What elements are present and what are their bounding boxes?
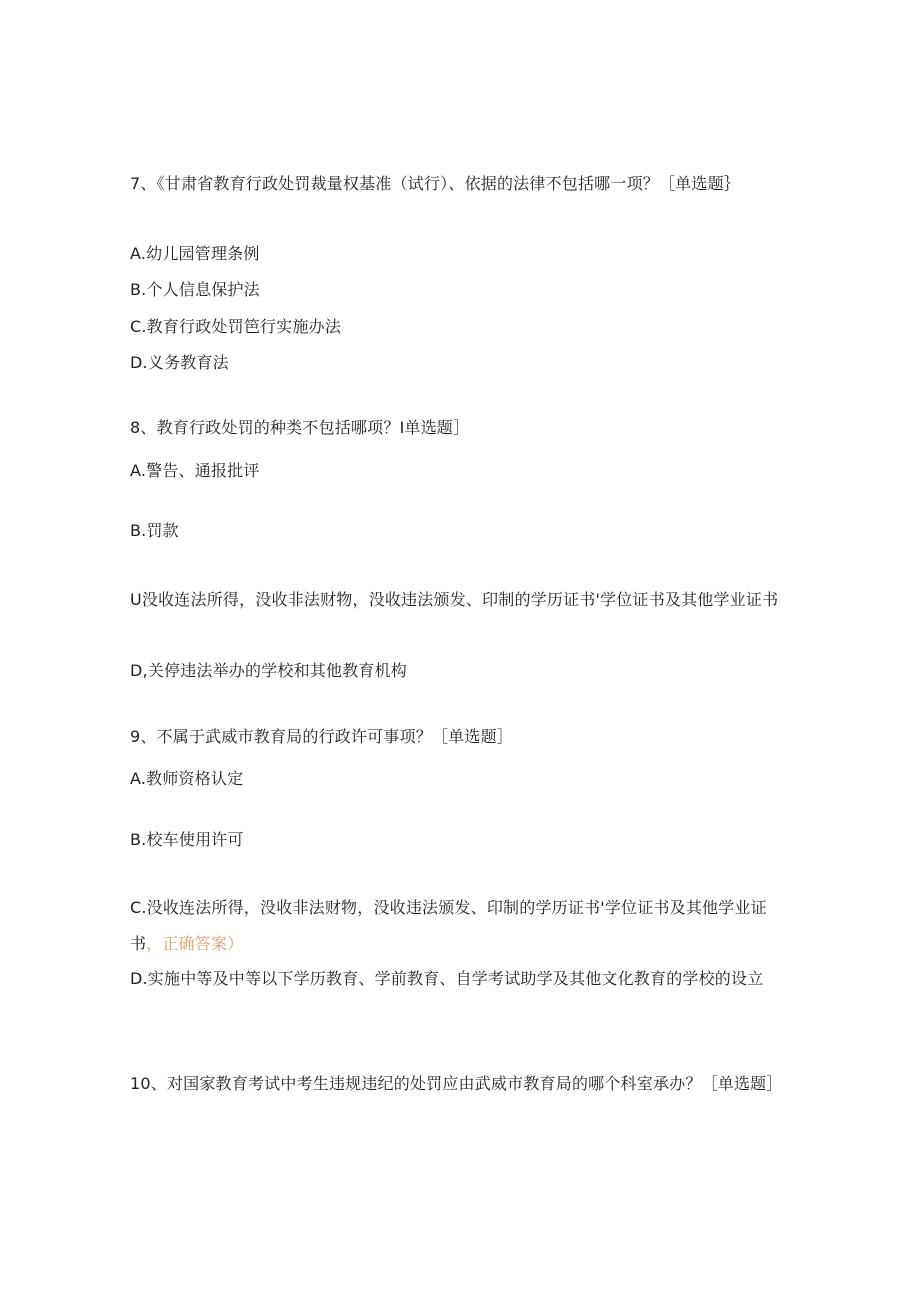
question-7-option-c: C.教育行政处罚笆行实施办法 (130, 317, 342, 336)
question-9-option-c-text: C.没收连法所得，没收非法财物，没收违法颁发、印制的学历证书'学位证书及其他学业证书 (130, 898, 767, 953)
question-8-title: 8、教育行政处罚的种类不包括哪项？I单选题］ (130, 418, 470, 437)
question-7-option-b: B.个人信息保护法 (130, 280, 260, 299)
question-7-title: 7、《甘肃省教育行政处罚裁量权基准（试行）、依据的法律不包括哪一项？［单选题｝ (130, 174, 740, 193)
question-9-option-c (130, 890, 790, 962)
question-10-title: 10、对国家教育考试中考生违规违纪的处罚应由武威市教育局的哪个科室承办？［单选题］ (130, 1074, 783, 1093)
question-8-option-c: U没收连法所得，没收非法财物，没收违法颁发、印制的学历证书'学位证书及其他学业证书 (130, 590, 779, 609)
question-9-option-a: A.教师资格认定 (130, 769, 244, 788)
correct-answer-note: ，正确答案） (146, 934, 244, 953)
question-7-option-d: D.义务教育法 (130, 353, 229, 372)
question-9-option-b: B.校车使用许可 (130, 830, 244, 849)
question-8-option-d: D,关停违法举办的学校和其他教育机构 (130, 661, 408, 680)
question-9-option-d: D.实施中等及中等以下学历教育、学前教育、自学考试助学及其他文化教育的学校的设立 (130, 969, 764, 988)
question-7-option-a: A.幼儿园管理条例 (130, 244, 260, 263)
question-8-option-b: B.罚款 (130, 521, 179, 540)
question-8-option-a: A.警告、通报批评 (130, 461, 260, 480)
question-9-title: 9、不属于武威市教育局的行政许可事项？［单选题］ (130, 727, 513, 746)
